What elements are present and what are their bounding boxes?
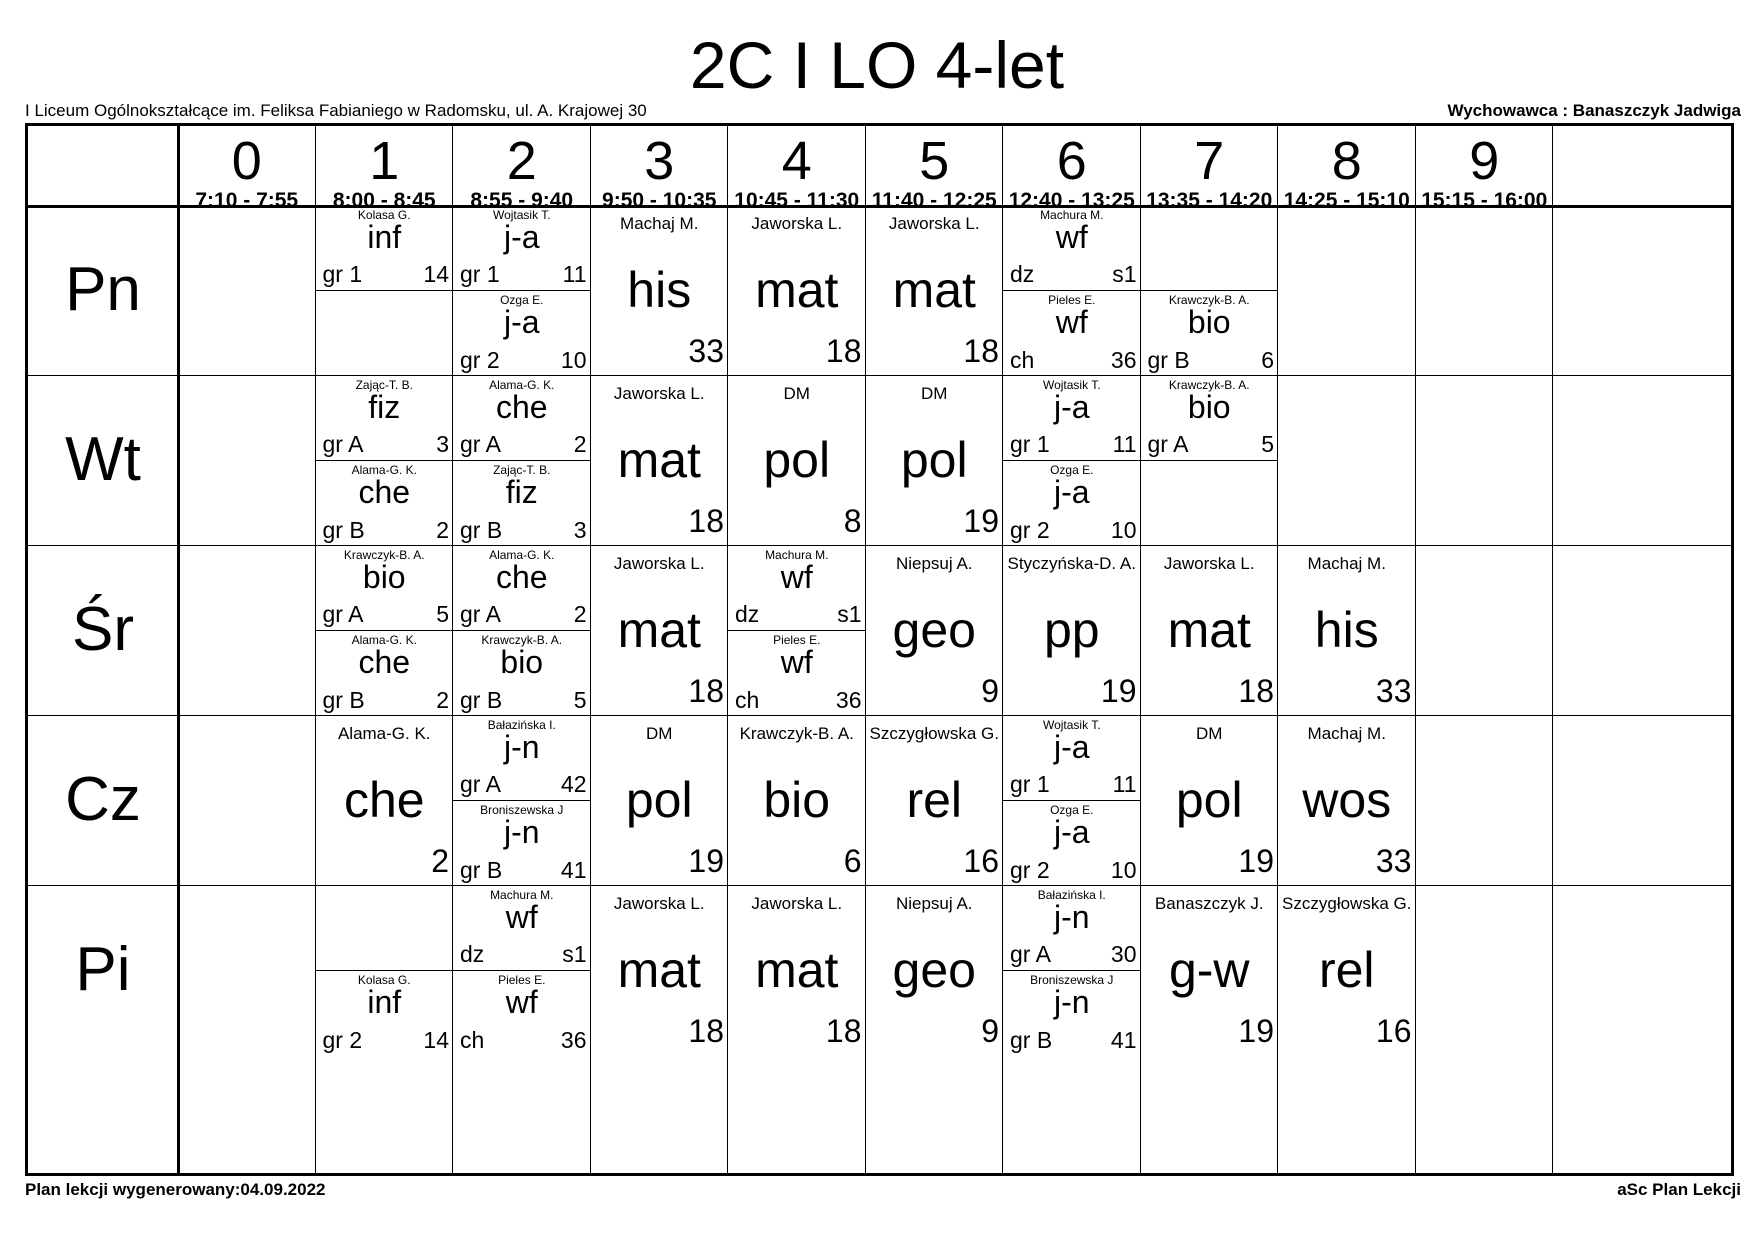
lesson-subject: bio (500, 644, 544, 680)
period-time: 11:40 - 12:25 (871, 189, 997, 212)
lesson-room: 5 (436, 601, 449, 627)
lesson-half[interactable] (316, 461, 454, 546)
empty-half (1141, 461, 1279, 546)
lesson-half[interactable] (1003, 801, 1141, 886)
lesson-room: 3 (436, 431, 449, 457)
lesson-room: 5 (1261, 431, 1274, 457)
lesson-room: 19 (1238, 843, 1274, 879)
lesson-room: 33 (1375, 843, 1412, 879)
lesson-room: 9 (981, 1013, 999, 1049)
lesson-room: 2 (573, 431, 587, 457)
lesson-group: dz (735, 601, 760, 627)
lesson-subject: geo (892, 602, 976, 658)
lesson-cell[interactable] (1278, 546, 1416, 716)
lesson-room: 6 (1261, 347, 1274, 373)
software-credit: aSc Plan Lekcji (1617, 1180, 1741, 1199)
lesson-subject: mat (755, 942, 839, 998)
lesson-teacher: Jaworska L. (751, 214, 843, 233)
lesson-subject: fiz (368, 389, 401, 425)
lesson-room: 30 (1110, 941, 1137, 967)
period-number: 5 (919, 131, 950, 191)
lesson-room: 18 (1238, 673, 1274, 709)
lesson-cell[interactable] (866, 376, 1004, 546)
lesson-subject: che (495, 389, 548, 425)
lesson-room: 10 (1110, 857, 1137, 883)
lesson-subject: che (358, 644, 411, 680)
page-title: 2C I LO 4-let (689, 28, 1065, 102)
period-number: 9 (1469, 131, 1500, 191)
lesson-subject: pol (763, 432, 831, 488)
period-number: 4 (781, 131, 812, 191)
lesson-group: gr B (460, 857, 503, 883)
lesson-teacher: DM (1196, 724, 1223, 743)
period-header (866, 126, 1004, 212)
lesson-subject: fiz (505, 474, 538, 510)
lesson-cell[interactable] (728, 376, 866, 546)
lesson-cell[interactable] (1003, 546, 1141, 716)
lesson-half[interactable] (453, 291, 591, 376)
lesson-cell[interactable] (591, 376, 729, 546)
lesson-room: 2 (436, 687, 449, 713)
lesson-half[interactable] (1141, 376, 1279, 461)
lesson-teacher: Machaj M. (1307, 554, 1386, 573)
lesson-subject: wos (1302, 772, 1392, 828)
lesson-teacher: Broniszewska J (1030, 973, 1114, 987)
lesson-teacher: Krawczyk-B. A. (481, 633, 563, 647)
empty-half (316, 886, 454, 971)
lesson-subject: mat (617, 432, 701, 488)
lesson-cell[interactable] (1141, 716, 1279, 886)
lesson-teacher: Wojtasik T. (1042, 378, 1101, 392)
lesson-subject: j-a (503, 304, 540, 340)
lesson-subject: che (358, 474, 411, 510)
lesson-half[interactable] (453, 206, 591, 291)
lesson-subject: wf (505, 984, 538, 1020)
generated-date: Plan lekcji wygenerowany:04.09.2022 (25, 1180, 326, 1199)
lesson-half[interactable] (1003, 886, 1141, 971)
period-header (453, 126, 591, 212)
lesson-cell[interactable] (316, 716, 454, 886)
period-number: 3 (644, 131, 675, 191)
period-time: 9:50 - 10:35 (602, 189, 717, 212)
lesson-room: 11 (1112, 431, 1137, 457)
lesson-room: s1 (562, 941, 587, 967)
lesson-subject: wf (1055, 304, 1088, 340)
lesson-subject: bio (763, 772, 831, 828)
lesson-teacher: Machura M. (1040, 208, 1104, 222)
lesson-teacher: Bałazińska I. (1037, 888, 1106, 902)
lesson-room: 19 (1238, 1013, 1274, 1049)
lesson-room: 10 (560, 347, 587, 373)
lesson-teacher: Pieles E. (773, 633, 821, 647)
lesson-subject: j-a (1053, 814, 1090, 850)
lesson-subject: mat (892, 262, 976, 318)
lesson-half[interactable] (316, 631, 454, 716)
lesson-cell[interactable] (728, 886, 866, 1056)
lesson-subject: j-a (1053, 389, 1090, 425)
lesson-subject: wf (780, 644, 813, 680)
lesson-cell[interactable] (728, 716, 866, 886)
column-divider (1552, 126, 1553, 1173)
school-name: I Liceum Ogólnokształcące im. Feliksa Fabianiego w Radomsku, ul. A. Krajowej 30 (25, 101, 647, 120)
lesson-group: gr 2 (1010, 857, 1050, 883)
lesson-group: gr A (460, 771, 501, 797)
period-number: 1 (369, 131, 400, 191)
period-time: 10:45 - 11:30 (734, 189, 860, 212)
lesson-subject: g-w (1168, 942, 1250, 998)
lesson-room: s1 (1112, 261, 1137, 287)
lesson-subject: his (1314, 602, 1379, 658)
lesson-teacher: Jaworska L. (613, 894, 705, 913)
lesson-subject: j-n (503, 729, 540, 765)
lesson-teacher: Ozga E. (1050, 803, 1094, 817)
lesson-group: gr A (460, 431, 501, 457)
lesson-group: gr B (460, 687, 503, 713)
lesson-teacher: Szczygłowska G. (869, 724, 999, 743)
lesson-half[interactable] (316, 206, 454, 291)
lesson-room: 18 (825, 333, 862, 369)
lesson-group: gr A (1147, 431, 1189, 457)
lesson-cell[interactable] (591, 206, 729, 376)
lesson-teacher: Jaworska L. (888, 214, 980, 233)
lesson-group: gr B (322, 687, 365, 713)
lesson-group: gr A (1010, 941, 1051, 967)
lesson-room: 19 (688, 843, 724, 879)
lesson-teacher: Krawczyk-B. A. (739, 724, 854, 743)
lesson-half[interactable] (1003, 206, 1141, 291)
lesson-subject: che (343, 772, 425, 828)
lesson-half[interactable] (1003, 461, 1141, 546)
lesson-room: 14 (423, 261, 449, 287)
lesson-half[interactable] (1003, 291, 1141, 376)
lesson-cell[interactable] (1278, 886, 1416, 1056)
lesson-half[interactable] (453, 716, 591, 801)
lesson-teacher: Krawczyk-B. A. (1168, 378, 1250, 392)
period-number: 7 (1194, 131, 1225, 191)
lesson-group: dz (460, 941, 485, 967)
lesson-room: 41 (1110, 1027, 1137, 1053)
lesson-group: dz (1010, 261, 1035, 287)
period-number: 6 (1056, 131, 1087, 191)
period-time: 14:25 - 15:10 (1283, 189, 1410, 212)
lesson-group: gr 2 (460, 347, 500, 373)
lesson-teacher: Alama-G. K. (351, 463, 417, 477)
lesson-teacher: Broniszewska J (480, 803, 564, 817)
lesson-room: 36 (1110, 347, 1137, 373)
lesson-half[interactable] (316, 376, 454, 461)
lesson-subject: wf (1055, 219, 1088, 255)
lesson-half[interactable] (1003, 971, 1141, 1056)
lesson-subject: mat (617, 942, 701, 998)
period-number: 2 (506, 131, 537, 191)
lesson-teacher: Alama-G. K. (351, 633, 417, 647)
lesson-group: gr B (1147, 347, 1190, 373)
lesson-subject: bio (1187, 389, 1231, 425)
lesson-group: gr B (460, 517, 503, 543)
lesson-room: 2 (573, 601, 587, 627)
period-header (316, 126, 454, 212)
timetable-grid (25, 123, 1734, 1176)
lesson-half[interactable] (453, 376, 591, 461)
lesson-room: s1 (837, 601, 862, 627)
period-header (1416, 126, 1554, 212)
period-header (591, 126, 729, 212)
lesson-teacher: Krawczyk-B. A. (343, 548, 425, 562)
lesson-cell[interactable] (591, 546, 729, 716)
lesson-teacher: DM (783, 384, 810, 403)
lesson-subject: inf (367, 984, 402, 1020)
lesson-room: 33 (688, 333, 724, 369)
lesson-subject: mat (755, 262, 839, 318)
period-time: 15:15 - 16:00 (1421, 189, 1548, 212)
lesson-room: 19 (963, 503, 999, 539)
lesson-teacher: Banaszczyk J. (1154, 894, 1264, 913)
lesson-subject: pol (900, 432, 968, 488)
lesson-teacher: DM (921, 384, 948, 403)
lesson-teacher: Jaworska L. (613, 554, 705, 573)
lesson-teacher: Pieles E. (498, 973, 546, 987)
lesson-teacher: Alama-G. K. (337, 724, 431, 743)
period-time: 7:10 - 7:55 (195, 189, 299, 212)
lesson-teacher: Niepsuj A. (895, 554, 973, 573)
lesson-subject: rel (1318, 942, 1375, 998)
lesson-teacher: Zając-T. B. (355, 378, 413, 392)
lesson-group: ch (735, 687, 760, 713)
lesson-subject: j-n (503, 814, 540, 850)
lesson-group: gr A (460, 601, 501, 627)
lesson-room: 33 (1375, 673, 1412, 709)
lesson-teacher: Kolasa G. (357, 973, 411, 987)
lesson-room: 41 (560, 857, 587, 883)
day-label: Wt (65, 425, 141, 494)
lesson-teacher: Styczyńska-D. A. (1007, 554, 1136, 573)
lesson-room: 18 (688, 673, 724, 709)
lesson-group: gr 1 (460, 261, 500, 287)
lesson-subject: j-n (1053, 899, 1090, 935)
lesson-teacher: Krawczyk-B. A. (1168, 293, 1250, 307)
lesson-half[interactable] (316, 546, 454, 631)
lesson-subject: pp (1043, 602, 1100, 658)
lesson-cell[interactable] (866, 886, 1004, 1056)
lesson-teacher: DM (646, 724, 673, 743)
lesson-teacher: Szczygłowska G. (1282, 894, 1412, 913)
lesson-cell[interactable] (866, 206, 1004, 376)
lesson-half[interactable] (453, 971, 591, 1056)
lesson-room: 2 (436, 517, 449, 543)
lesson-room: 11 (562, 261, 587, 287)
lesson-room: 11 (1112, 771, 1137, 797)
lesson-teacher: Machura M. (765, 548, 829, 562)
lesson-teacher: Machaj M. (620, 214, 699, 233)
lesson-subject: j-a (1053, 474, 1090, 510)
lesson-room: 14 (423, 1027, 449, 1053)
lesson-room: 3 (573, 517, 587, 543)
lesson-group: ch (460, 1027, 485, 1053)
lesson-group: gr 1 (1010, 771, 1050, 797)
lesson-subject: wf (780, 559, 813, 595)
period-time: 13:35 - 14:20 (1146, 189, 1273, 212)
lesson-teacher: Ozga E. (1050, 463, 1094, 477)
lesson-subject: inf (367, 219, 402, 255)
lesson-half[interactable] (453, 546, 591, 631)
lesson-subject: bio (1187, 304, 1231, 340)
lesson-subject: bio (362, 559, 406, 595)
lesson-room: 6 (843, 843, 862, 879)
lesson-room: 19 (1100, 673, 1137, 709)
lesson-room: 36 (560, 1027, 587, 1053)
lesson-subject: j-n (1053, 984, 1090, 1020)
lesson-room: 16 (1375, 1013, 1412, 1049)
lesson-room: 18 (963, 333, 999, 369)
lesson-group: gr B (1010, 1027, 1053, 1053)
lesson-subject: pol (625, 772, 693, 828)
lesson-teacher: Jaworska L. (1163, 554, 1255, 573)
lesson-subject: rel (906, 772, 963, 828)
lesson-half[interactable] (1141, 291, 1279, 376)
lesson-teacher: Machaj M. (1307, 724, 1386, 743)
lesson-subject: pol (1175, 772, 1243, 828)
day-label: Pn (65, 255, 141, 324)
lesson-group: gr A (322, 431, 364, 457)
lesson-subject: che (495, 559, 548, 595)
lesson-cell[interactable] (866, 716, 1004, 886)
lesson-teacher: Alama-G. K. (489, 548, 555, 562)
lesson-group: gr 2 (322, 1027, 363, 1053)
lesson-half[interactable] (1003, 716, 1141, 801)
lesson-half[interactable] (316, 971, 454, 1056)
lesson-teacher: Jaworska L. (751, 894, 843, 913)
day-label: Śr (72, 595, 134, 664)
lesson-teacher: Zając-T. B. (493, 463, 551, 477)
lesson-room: 10 (1110, 517, 1137, 543)
lesson-room: 36 (835, 687, 862, 713)
day-label: Pi (75, 935, 131, 1004)
lesson-half[interactable] (1003, 376, 1141, 461)
lesson-cell[interactable] (728, 206, 866, 376)
lesson-group: gr 1 (322, 261, 363, 287)
lesson-cell[interactable] (1141, 546, 1279, 716)
lesson-teacher: Kolasa G. (357, 208, 411, 222)
lesson-group: gr A (322, 601, 364, 627)
lesson-group: gr B (322, 517, 365, 543)
lesson-room: 9 (981, 673, 999, 709)
period-time: 8:55 - 9:40 (470, 189, 574, 212)
lesson-cell[interactable] (1141, 886, 1279, 1056)
period-header (728, 126, 866, 212)
lesson-subject: geo (892, 942, 976, 998)
lesson-cell[interactable] (1278, 716, 1416, 886)
empty-half (1141, 206, 1279, 291)
period-header (1141, 126, 1279, 212)
period-number: 0 (231, 131, 262, 191)
period-header (1278, 126, 1416, 212)
period-time: 8:00 - 8:45 (332, 189, 436, 212)
period-number: 8 (1331, 131, 1362, 191)
lesson-subject: j-a (1053, 729, 1090, 765)
lesson-subject: his (627, 262, 692, 318)
lesson-cell[interactable] (591, 716, 729, 886)
lesson-teacher: Jaworska L. (613, 384, 705, 403)
lesson-group: gr 2 (1010, 517, 1050, 543)
lesson-room: 2 (431, 843, 449, 879)
empty-half (316, 291, 454, 376)
period-header (178, 126, 316, 212)
lesson-room: 16 (963, 843, 999, 879)
lesson-room: 42 (560, 771, 587, 797)
lesson-room: 18 (688, 1013, 724, 1049)
lesson-group: gr 1 (1010, 431, 1050, 457)
lesson-room: 18 (688, 503, 724, 539)
lesson-teacher: Alama-G. K. (489, 378, 555, 392)
lesson-subject: mat (1167, 602, 1251, 658)
class-tutor: Wychowawca : Banaszczyk Jadwiga (1447, 101, 1741, 120)
period-time: 12:40 - 13:25 (1008, 189, 1135, 212)
day-label: Cz (65, 765, 141, 834)
lesson-cell[interactable] (591, 886, 729, 1056)
lesson-half[interactable] (728, 631, 866, 716)
lesson-half[interactable] (453, 886, 591, 971)
lesson-teacher: Niepsuj A. (895, 894, 973, 913)
lesson-half[interactable] (453, 631, 591, 716)
lesson-room: 5 (573, 687, 587, 713)
lesson-teacher: Bałazińska I. (487, 718, 556, 732)
lesson-subject: mat (617, 602, 701, 658)
lesson-half[interactable] (453, 461, 591, 546)
lesson-half[interactable] (453, 801, 591, 886)
lesson-room: 18 (825, 1013, 862, 1049)
lesson-cell[interactable] (866, 546, 1004, 716)
lesson-teacher: Pieles E. (1048, 293, 1096, 307)
lesson-room: 8 (843, 503, 862, 539)
lesson-teacher: Wojtasik T. (1042, 718, 1101, 732)
lesson-teacher: Machura M. (490, 888, 554, 902)
lesson-teacher: Ozga E. (500, 293, 544, 307)
lesson-group: ch (1010, 347, 1035, 373)
lesson-subject: j-a (503, 219, 540, 255)
period-header (1003, 126, 1141, 212)
lesson-teacher: Wojtasik T. (492, 208, 551, 222)
lesson-subject: wf (505, 899, 538, 935)
lesson-half[interactable] (728, 546, 866, 631)
